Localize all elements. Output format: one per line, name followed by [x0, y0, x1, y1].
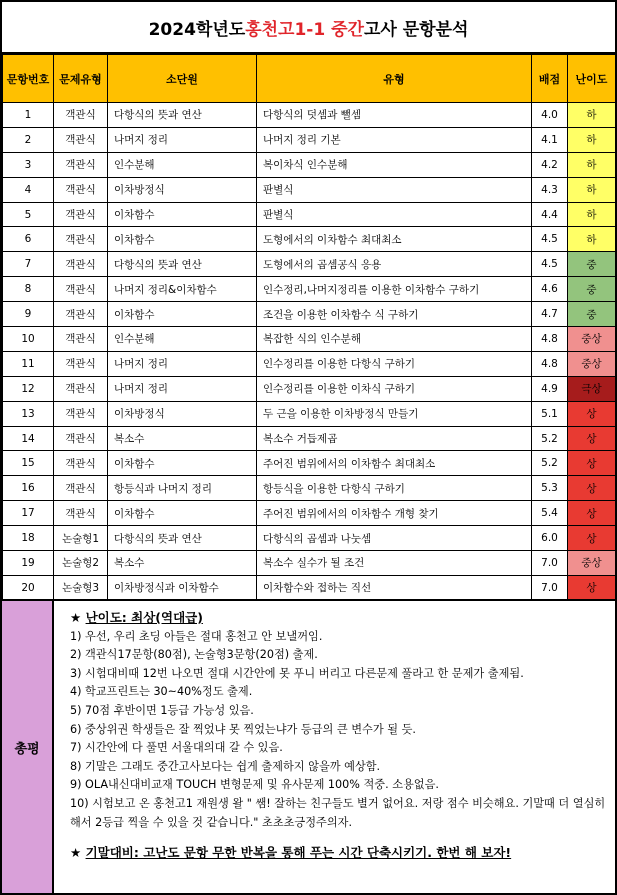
table-row	[3, 277, 616, 302]
cell-type: 복잡한 식의 인수분해	[257, 327, 532, 352]
table-row	[3, 127, 616, 152]
cell-unit: 나머지 정리	[108, 351, 257, 376]
cell-type: 복소수 거듭제곱	[257, 426, 532, 451]
summary-item: 7) 시간안에 다 풀면 서울대의대 갈 수 있음.	[70, 741, 283, 755]
cell-question-no: 19	[3, 551, 54, 576]
table-row	[3, 202, 616, 227]
summary-item: 3) 시험대비때 12번 나오면 절대 시간안에 못 푸니 버리고 다른문제 풀라고 한 문제가 출제됨.	[70, 666, 524, 680]
table-row	[3, 401, 616, 426]
cell-score: 5.3	[532, 476, 568, 501]
cell-type: 다항식의 덧셈과 뺄셈	[257, 103, 532, 128]
cell-unit: 다항식의 뜻과 연산	[108, 526, 257, 551]
cell-question-no: 8	[3, 277, 54, 302]
cell-score: 4.5	[532, 227, 568, 252]
summary-item: 9) OLA내신대비교재 TOUCH 변형문제 및 유사문제 100% 적중. 소용없음.	[70, 778, 439, 792]
cell-type: 주어진 범위에서의 이차함수 개형 찾기	[257, 501, 532, 526]
cell-question-no: 15	[3, 451, 54, 476]
cell-type: 두 근을 이용한 이차방정식 만들기	[257, 401, 532, 426]
cell-unit: 다항식의 뜻과 연산	[108, 252, 257, 277]
page-title	[2, 2, 615, 54]
summary-item: 1) 우선, 우리 초딩 아들은 절대 홍천고 안 보낼꺼임.	[70, 629, 323, 643]
cell-question-kind: 객관식	[54, 127, 108, 152]
cell-question-kind: 객관식	[54, 451, 108, 476]
table-row	[3, 152, 616, 177]
cell-type: 복소수 실수가 될 조건	[257, 551, 532, 576]
column-header-level: 난이도	[568, 55, 616, 103]
cell-level: 하	[568, 227, 616, 252]
cell-type: 인수정리를 이용한 다항식 구하기	[257, 351, 532, 376]
cell-level: 하	[568, 202, 616, 227]
cell-question-kind: 객관식	[54, 252, 108, 277]
table-row	[3, 351, 616, 376]
summary-item: 10) 시험보고 온 홍천고1 재원생 왈 " 쌤! 잘하는 친구들도 별거 없어요. 저랑 점수 비슷해요. 기말때 더 열심히해서 2등급 찍을 수 있을 것 같습니다." 초초초긍정주의자.	[70, 796, 606, 829]
cell-question-kind: 객관식	[54, 327, 108, 352]
cell-question-kind: 객관식	[54, 227, 108, 252]
cell-question-no: 17	[3, 501, 54, 526]
table-row	[3, 501, 616, 526]
star-icon: ★	[70, 610, 86, 625]
title-year: 2024학년도	[148, 19, 246, 40]
cell-question-kind: 객관식	[54, 501, 108, 526]
table-row	[3, 551, 616, 576]
cell-type: 인수정리,나머지정리를 이용한 이차함수 구하기	[257, 277, 532, 302]
cell-question-no: 1	[3, 103, 54, 128]
cell-score: 4.8	[532, 351, 568, 376]
cell-question-no: 10	[3, 327, 54, 352]
cell-type: 나머지 정리 기본	[257, 127, 532, 152]
cell-question-kind: 객관식	[54, 476, 108, 501]
column-header-score: 배점	[532, 55, 568, 103]
cell-unit: 나머지 정리&이차함수	[108, 277, 257, 302]
cell-type: 조건을 이용한 이차함수 식 구하기	[257, 302, 532, 327]
table-row	[3, 327, 616, 352]
table-row	[3, 476, 616, 501]
cell-unit: 나머지 정리	[108, 376, 257, 401]
cell-score: 4.2	[532, 152, 568, 177]
cell-question-no: 5	[3, 202, 54, 227]
cell-type: 도형에서의 곱셈공식 응용	[257, 252, 532, 277]
cell-score: 4.3	[532, 177, 568, 202]
cell-type: 주어진 범위에서의 이차함수 최대최소	[257, 451, 532, 476]
cell-level: 중상	[568, 551, 616, 576]
column-header-kind: 문제유형	[54, 55, 108, 103]
cell-score: 5.1	[532, 401, 568, 426]
cell-level: 상	[568, 451, 616, 476]
table-row	[3, 426, 616, 451]
column-header-no: 문항번호	[3, 55, 54, 103]
cell-level: 상	[568, 501, 616, 526]
cell-level: 하	[568, 152, 616, 177]
cell-question-no: 14	[3, 426, 54, 451]
table-row	[3, 526, 616, 551]
cell-level: 상	[568, 526, 616, 551]
summary-item: 2) 객관식17문항(80점), 논술형3문항(20점) 출제.	[70, 648, 318, 662]
cell-level: 하	[568, 177, 616, 202]
column-header-type: 유형	[257, 55, 532, 103]
cell-level: 중상	[568, 327, 616, 352]
cell-question-no: 12	[3, 376, 54, 401]
cell-unit: 이차방정식	[108, 177, 257, 202]
table-row	[3, 103, 616, 128]
cell-question-kind: 객관식	[54, 152, 108, 177]
cell-score: 4.5	[532, 252, 568, 277]
cell-unit: 항등식과 나머지 정리	[108, 476, 257, 501]
cell-unit: 이차방정식과 이차함수	[108, 575, 257, 600]
cell-level: 극상	[568, 376, 616, 401]
cell-score: 7.0	[532, 551, 568, 576]
cell-unit: 나머지 정리	[108, 127, 257, 152]
table-row	[3, 177, 616, 202]
cell-level: 상	[568, 426, 616, 451]
cell-unit: 인수분해	[108, 152, 257, 177]
summary-headline: ★ 난이도: 최상(역대급)	[70, 610, 203, 625]
cell-question-kind: 객관식	[54, 426, 108, 451]
cell-score: 4.8	[532, 327, 568, 352]
table-row	[3, 376, 616, 401]
cell-level: 상	[568, 575, 616, 600]
cell-type: 다항식의 곱셈과 나눗셈	[257, 526, 532, 551]
summary-item: 5) 70점 후반이면 1등급 가능성 있음.	[70, 703, 254, 717]
cell-question-kind: 객관식	[54, 202, 108, 227]
cell-question-kind: 객관식	[54, 351, 108, 376]
star-icon: ★	[70, 845, 86, 861]
cell-level: 상	[568, 401, 616, 426]
cell-question-no: 2	[3, 127, 54, 152]
cell-unit: 다항식의 뜻과 연산	[108, 103, 257, 128]
cell-level: 하	[568, 127, 616, 152]
summary-footer: ★ 기말대비: 고난도 문항 무한 반복을 통해 푸는 시간 단축시키기. 한번 해 보자!	[70, 845, 512, 861]
table-row	[3, 302, 616, 327]
cell-question-kind: 객관식	[54, 401, 108, 426]
cell-type: 판별식	[257, 177, 532, 202]
cell-score: 4.0	[532, 103, 568, 128]
cell-type: 이차함수와 접하는 직선	[257, 575, 532, 600]
cell-type: 항등식을 이용한 다항식 구하기	[257, 476, 532, 501]
cell-type: 판별식	[257, 202, 532, 227]
cell-level: 중상	[568, 351, 616, 376]
cell-score: 6.0	[532, 526, 568, 551]
cell-type: 복이차식 인수분해	[257, 152, 532, 177]
cell-score: 5.2	[532, 426, 568, 451]
cell-question-no: 20	[3, 575, 54, 600]
cell-score: 4.7	[532, 302, 568, 327]
cell-score: 5.2	[532, 451, 568, 476]
analysis-table	[2, 54, 616, 601]
cell-level: 중	[568, 252, 616, 277]
cell-question-kind: 논술형1	[54, 526, 108, 551]
summary-label: 총평	[2, 601, 54, 893]
summary-section	[2, 599, 615, 893]
cell-question-no: 13	[3, 401, 54, 426]
cell-unit: 이차방정식	[108, 401, 257, 426]
cell-score: 7.0	[532, 575, 568, 600]
cell-unit: 이차함수	[108, 227, 257, 252]
cell-question-kind: 객관식	[54, 277, 108, 302]
table-row	[3, 451, 616, 476]
cell-question-no: 7	[3, 252, 54, 277]
table-row	[3, 575, 616, 600]
cell-question-kind: 논술형3	[54, 575, 108, 600]
cell-unit: 이차함수	[108, 501, 257, 526]
cell-unit: 이차함수	[108, 202, 257, 227]
cell-score: 4.4	[532, 202, 568, 227]
cell-question-kind: 객관식	[54, 302, 108, 327]
cell-question-kind: 논술형2	[54, 551, 108, 576]
summary-item: 6) 중상위권 학생들은 잘 찍었냐 못 찍었는냐가 등급의 큰 변수가 될 듯.	[70, 722, 416, 736]
cell-unit: 복소수	[108, 426, 257, 451]
summary-body	[54, 601, 615, 893]
cell-question-no: 3	[3, 152, 54, 177]
cell-score: 4.9	[532, 376, 568, 401]
cell-question-no: 9	[3, 302, 54, 327]
summary-item: 4) 학교프린트는 30~40%정도 출제.	[70, 685, 253, 699]
cell-question-no: 18	[3, 526, 54, 551]
cell-unit: 이차함수	[108, 451, 257, 476]
table-row	[3, 252, 616, 277]
cell-unit: 인수분해	[108, 327, 257, 352]
cell-question-no: 16	[3, 476, 54, 501]
cell-unit: 복소수	[108, 551, 257, 576]
cell-level: 중	[568, 277, 616, 302]
table-row	[3, 227, 616, 252]
cell-score: 4.1	[532, 127, 568, 152]
cell-question-no: 6	[3, 227, 54, 252]
cell-level: 하	[568, 103, 616, 128]
cell-score: 4.6	[532, 277, 568, 302]
summary-item: 8) 기말은 그래도 중간고사보다는 쉽게 출제하지 않을까 예상함.	[70, 759, 381, 773]
cell-question-no: 4	[3, 177, 54, 202]
table-header-row	[3, 55, 616, 103]
cell-question-no: 11	[3, 351, 54, 376]
cell-level: 중	[568, 302, 616, 327]
cell-score: 5.4	[532, 501, 568, 526]
cell-type: 도형에서의 이차함수 최대최소	[257, 227, 532, 252]
cell-question-kind: 객관식	[54, 103, 108, 128]
cell-unit: 이차함수	[108, 302, 257, 327]
title-school-exam: 홍천고1-1 중간	[245, 19, 364, 40]
column-header-unit: 소단원	[108, 55, 257, 103]
title-suffix: 고사 문항분석	[363, 19, 469, 40]
cell-question-kind: 객관식	[54, 177, 108, 202]
cell-question-kind: 객관식	[54, 376, 108, 401]
cell-level: 상	[568, 476, 616, 501]
cell-type: 인수정리를 이용한 이차식 구하기	[257, 376, 532, 401]
